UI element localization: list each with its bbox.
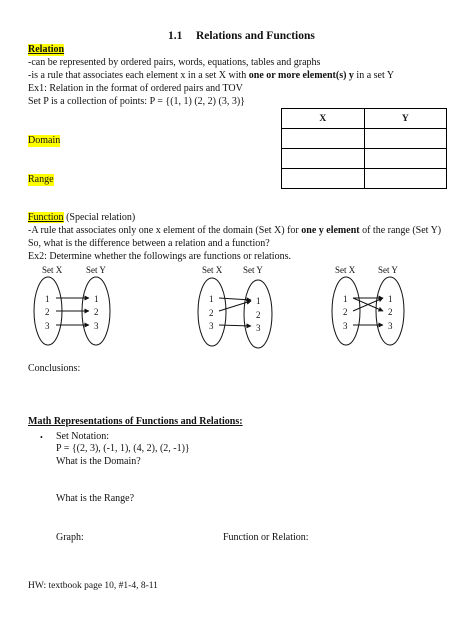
d2-set-x-oval <box>198 278 226 346</box>
d1-y-1: 1 <box>94 294 99 304</box>
table-header-x: X <box>282 109 365 129</box>
bullet-icon: • <box>40 433 43 442</box>
relation-line-2: -is a rule that associates each element x in a set X with one or more element(s) y in a set Y <box>28 70 395 81</box>
conclusions-label: Conclusions: <box>28 363 81 374</box>
d2-y-1: 1 <box>256 296 261 306</box>
d1-y-3: 3 <box>94 321 99 331</box>
ex2-text: Ex2: Determine whether the followings are functions or relations. <box>28 251 291 262</box>
d2-arrow-2 <box>219 301 251 311</box>
function-heading: Function <box>28 212 64 223</box>
graph-label: Graph: <box>56 532 84 543</box>
table-header-y: Y <box>364 109 447 129</box>
domain-question: What is the Domain? <box>56 456 141 467</box>
d2-arrow-3 <box>219 325 251 326</box>
d3-x-2: 2 <box>343 307 348 317</box>
d2-y-3: 3 <box>256 323 261 333</box>
homework-note: HW: textbook page 10, #1-4, 8-11 <box>28 581 158 591</box>
d1-y-2: 2 <box>94 307 99 317</box>
d3-set-y-oval <box>376 277 404 345</box>
d3-y-3: 3 <box>388 321 393 331</box>
d1-x-1: 1 <box>45 294 50 304</box>
diagram3-set-y-label: Set Y <box>378 265 398 275</box>
domain-label: Domain <box>28 135 61 146</box>
d3-y-2: 2 <box>388 307 393 317</box>
range-label: Range <box>28 174 54 185</box>
d1-x-3: 3 <box>45 321 50 331</box>
diagram3-set-x-label: Set X <box>335 265 356 275</box>
d2-x-2: 2 <box>209 308 214 318</box>
d2-set-y-oval <box>244 280 272 348</box>
d3-set-x-oval <box>332 277 360 345</box>
function-question: So, what is the difference between a relation and a function? <box>28 238 270 249</box>
math-rep-heading: Math Representations of Functions and Relations: <box>28 416 243 427</box>
relation-line-1: -can be represented by ordered pairs, words, equations, tables and graphs <box>28 57 321 68</box>
set-p-text: Set P is a collection of points: P = {(1, 1) (2, 2) (3, 3)} <box>28 96 245 107</box>
d2-x-1: 1 <box>209 294 214 304</box>
d3-y-1: 1 <box>388 294 393 304</box>
page-title: Relations and Functions <box>196 30 315 42</box>
diagram1-set-x-label: Set X <box>42 265 63 275</box>
d3-x-1: 1 <box>343 294 348 304</box>
d3-x-3: 3 <box>343 321 348 331</box>
d1-x-2: 2 <box>45 307 50 317</box>
diagram2-set-y-label: Set Y <box>243 265 263 275</box>
d2-y-2: 2 <box>256 310 261 320</box>
d2-arrow-1 <box>219 298 251 300</box>
relation-heading: Relation <box>28 44 65 55</box>
diagram2-set-x-label: Set X <box>202 265 223 275</box>
p-set-text: P = {(2, 3), (-1, 1), (4, 2), (2, -1)} <box>56 443 190 454</box>
d2-x-3: 3 <box>209 321 214 331</box>
function-rule: -A rule that associates only one x element of the domain (Set X) for one y element of the range (Set Y) <box>28 225 442 236</box>
function-heading-line: Function (Special relation) <box>28 212 136 223</box>
ex1-text: Ex1: Relation in the format of ordered pairs and TOV <box>28 83 243 94</box>
range-question: What is the Range? <box>56 493 135 504</box>
diagram1-set-y-label: Set Y <box>86 265 106 275</box>
function-or-relation-label: Function or Relation: <box>223 532 309 543</box>
section-number: 1.1 <box>168 30 183 42</box>
set-notation-label: Set Notation: <box>56 431 110 442</box>
